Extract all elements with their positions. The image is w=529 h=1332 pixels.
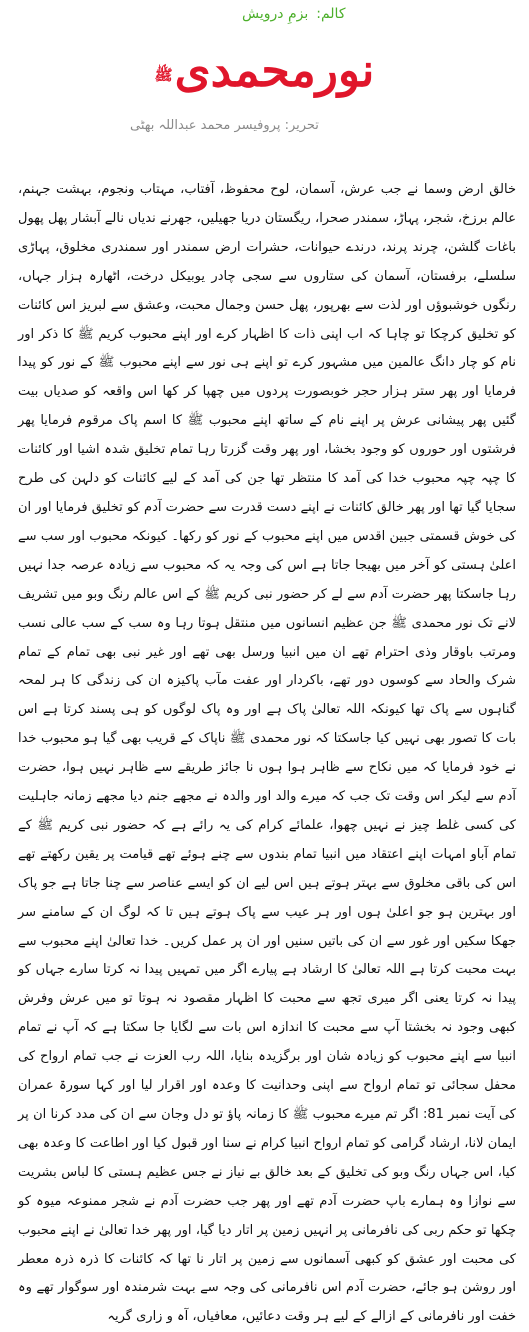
author-byline: تحریر: پروفیسر محمد عبداللہ بھٹی: [130, 118, 319, 133]
column-name: بزمِ درویش: [242, 6, 309, 22]
article-title: [0, 40, 529, 100]
honorific-calligraphy: ﷺ: [154, 65, 173, 84]
column-label: کالم:: [316, 6, 346, 22]
column-heading: [242, 6, 345, 22]
title-text: نورمحمدی: [174, 43, 375, 97]
article-body: خالق ارض وسما نے جب عرش، آسمان، لوح محفوظ، آفتاب، مہتاب ونجوم، بہشت جہنم، عالم برزخ، شجر، پہاڑ، سمندر صحرا، ریگستان دریا جھیلیں، جھرنے ندیاں نالے آبشار پھل پھول باغات گلشن، چرند پرند، درندے حیوانات، حشرات ارض سمندر اور سمندری مخلوق، پہاڑی سلسلے، برفستان، آسمان کی ستاروں سے سجی چادر یوبیکل درخت، اٹھارہ ہزار جہاں، رنگوں خوشبوؤں اور لذت سے بھرپور، پھل حسن وجمال محبت، وعشق سے لبریز اس کائنات کو تخلیق کرچکا تو چاہا کہ اب اپنی ذات کا اظہار کرے اور اپنے محبوب کریم ﷺ کا ذکر اور نام کو چار دانگ عالمین میں مشہور کرے تو اپنے ہی نور سے اپنے محبوب ﷺ کے نور کو پیدا فرمایا اور پھر ستر ہزار حجر خوبصورت پردوں میں چھپا کر کھا اس واقعہ کو صدیاں بیت گئیں پھر پیشانی عرش پر اپنے نام کے ساتھ اپنے محبوب ﷺ کا اسم پاک مرقوم فرمایا پھر فرشتوں اور حوروں کو وجود بخشا، اور پھر وقت گزرتا رہا تمام تخلیق شدہ اشیا اور کائنات کا چپہ چپہ محبوب خدا کی آمد کا منتظر تھا جن کی آمد کے لیے کائنات کو دلہن کی طرح سجایا گیا تھا اور پھر خالق کائنات نے اپنے دست قدرت سے حضرت آدم کو تخلیق فرمایا اور ان کی خوش قسمتی جبین اقدس میں اپنے محبوب کے نور کو رکھا۔ کیونکہ محبوب اور سب سے اعلیٰ ہستی کو آخر میں بھیجا جاتا ہے اس کی وجہ یہ کہ محبوب سے زیادہ عرصہ جدا نہیں رہا جاسکتا پھر حضرت آدم سے لے کر حضور نبی کریم ﷺ کے اس عالم رنگ وبو میں تشریف لانے تک نور محمدی ﷺ جن عظیم انسانوں میں منتقل ہوتا رہا وہ سب کے سب عالی نسب ومرتب باوقار وذی احترام تھے ان میں انبیا ورسل بھی تھے اور غیر نبی بھی تمام کے تمام شرک والحاد سے کوسوں دور تھے، باکردار اور عفت مآب پاکیزہ ان کی زندگی کا ہر لمحہ گناہوں سے پاک تھا کیونکہ اللہ تعالیٰ پاک ہے اور وہ پاک لوگوں کو ہی پسند کرتا ہے اس بات کا تصور بھی نہیں کیا جاسکتا کہ نور محمدی ﷺ ناپاک کے قریب بھی گیا ہو محبوب خدا نے خود فرمایا کہ میں نکاح سے ظاہر ہوا ہوں نا جائز طریقے سے ظاہر نہیں ہوا، حضرت آدم سے لیکر اس وقت تک جب کہ میرے والد اور والدہ نے مجھے جنم دیا مجھے زمانہ جاہلیت کی کسی غلط چیز نے نہیں چھوا، علمائے کرام کی یہ رائے ہے کہ حضور نبی کریم ﷺ کے تمام آباو امہات اپنے اعتقاد میں انبیا تمام بندوں سے چنے ہوئے تھے قیامت پر یقین رکھتے تھے اس کی باقی مخلوق سے بہتر ہوتے ہیں اس لیے ان کو ایسے عناصر سے چنا جاتا ہے جو پاک اور بہترین ہو جو اعلیٰ ہوں اور ہر عیب سے پاک ہوتے ہیں تا کہ لوگ ان کے سامنے سر جھکا سکیں اور غور سے ان کی باتیں سنیں اور ان پر عمل کریں۔ خدا تعالیٰ اپنے محبوب سے بہت محبت کرتا ہے اللہ تعالیٰ کا ارشاد ہے پیارے اگر میں تمہیں پیدا نہ کرتا سارے جہاں کو پیدا نہ کرتا یعنی اگر میری تجھ سے محبت کا اظہار مقصود نہ ہوتا تو میں عرش وفرش کبھی وجود نہ بخشتا آپ سے محبت کا اندازہ اس بات سے لگایا جا سکتا ہے کہ آپ نے تمام انبیا سے اپنے محبوب کو زیادہ شان اور برگزیدہ بنایا، اللہ رب العزت نے جب تمام ارواح کی محفل سجائی تو تمام ارواح سے اپنی وحدانیت کا وعدہ اور اقرار لیا اور کہا سورۃ عمران کی آیت نمبر 81: اگر تم میرے محبوب ﷺ کا زمانہ پاؤ تو دل وجان سے ان کی مدد کرنا ان پر ایمان لانا، ارشاد گرامی کو تمام ارواح انبیا کرام نے سنا اور قبول کیا اور اطاعت کا وعدہ بھی کیا، اس جہاں رنگ وبو کی تخلیق کے بعد خالق بے نیاز نے جس عظیم ہستی کا لباس بشریت سے نوازا وہ ہمارے باپ حضرت آدم تھے اور پھر جب حضرت آدم نے شجر ممنوعہ میوہ کو چکھا تو حکم ربی کی نافرمانی پر انہیں زمین پر اتار دیا گیا، اور پھر خدا تعالیٰ نے اپنے محبوب کی محبت اور عشق کو کبھی آسمانوں سے زمین پر اتار نا تھا کہ کائنات کا ذرہ ذرہ معطر اور روشن ہو جائے، حضرت آدم اس نافرمانی کی وجہ سے بہت شرمندہ اور سوگوار تھے وہ خفت اور نافرمانی کے ازالے کے لیے ہر وقت دعائیں، معافیاں، آہ و زاری گریہ: [18, 182, 516, 1325]
